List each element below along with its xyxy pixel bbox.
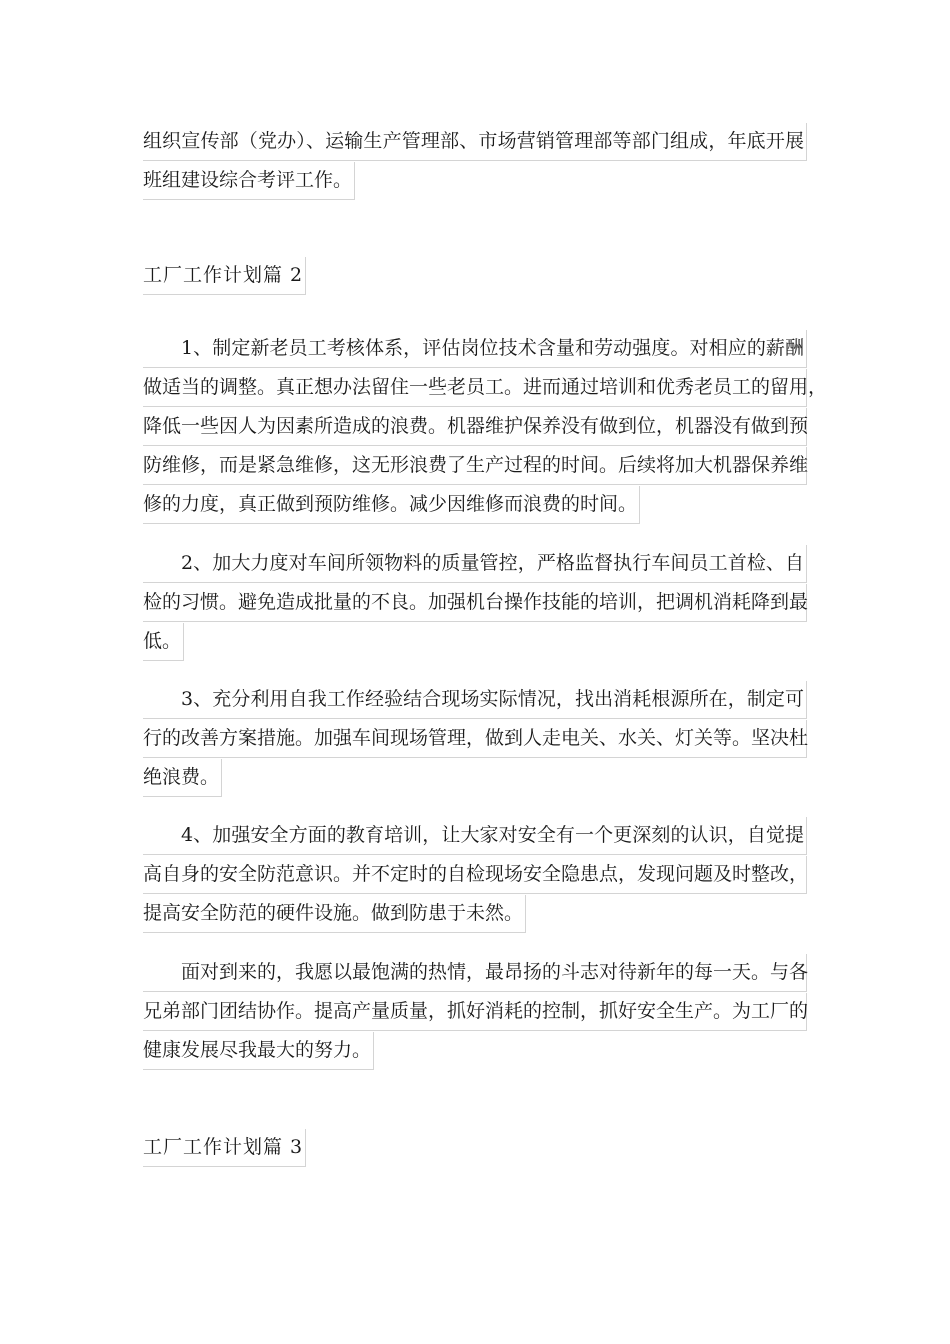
para3-line-2: 行的改善方案措施。加强车间现场管理，做到人走电关、水关、灯关等。坚决杜: [143, 720, 807, 758]
para5-line-3: 健康发展尽我最大的努力。: [143, 1032, 374, 1070]
para5-line-2: 兄弟部门团结协作。提高产量质量，抓好消耗的控制，抓好安全生产。为工厂的: [143, 993, 807, 1031]
section-3-heading: 工厂工作计划篇 3: [143, 1129, 306, 1167]
section-2-heading: 工厂工作计划篇 2: [143, 257, 306, 295]
para4-line-1: 4、加强安全方面的教育培训，让大家对安全有一个更深刻的认识，自觉提: [143, 817, 807, 855]
intro-line-1: 组织宣传部（党办）、运输生产管理部、市场营销管理部等部门组成，年底开展: [143, 123, 807, 161]
para2-line-2: 检的习惯。避免造成批量的不良。加强机台操作技能的培训，把调机消耗降到最: [143, 584, 807, 622]
para1-line-4: 防维修，而是紧急维修，这无形浪费了生产过程的时间。后续将加大机器保养维: [143, 447, 807, 485]
para1-line-5: 修的力度，真正做到预防维修。减少因维修而浪费的时间。: [143, 486, 640, 524]
para4-line-2: 高自身的安全防范意识。并不定时的自检现场安全隐患点，发现问题及时整改，: [143, 856, 807, 894]
para3-line-3: 绝浪费。: [143, 759, 222, 797]
para5-line-1: 面对到来的，我愿以最饱满的热情，最昂扬的斗志对待新年的每一天。与各: [143, 954, 807, 992]
para4-line-3: 提高安全防范的硬件设施。做到防患于未然。: [143, 895, 526, 933]
para2-line-3: 低。: [143, 623, 184, 661]
para3-line-1: 3、充分利用自我工作经验结合现场实际情况，找出消耗根源所在，制定可: [143, 681, 807, 719]
intro-line-2: 班组建设综合考评工作。: [143, 162, 355, 200]
para2-line-1: 2、加大力度对车间所领物料的质量管控，严格监督执行车间员工首检、自: [143, 545, 807, 583]
para1-line-3: 降低一些因人为因素所造成的浪费。机器维护保养没有做到位，机器没有做到预: [143, 408, 807, 446]
para1-line-2: 做适当的调整。真正想办法留住一些老员工。进而通过培训和优秀老员工的留用，: [143, 369, 807, 407]
para1-line-1: 1、制定新老员工考核体系，评估岗位技术含量和劳动强度。对相应的薪酬: [143, 330, 807, 368]
